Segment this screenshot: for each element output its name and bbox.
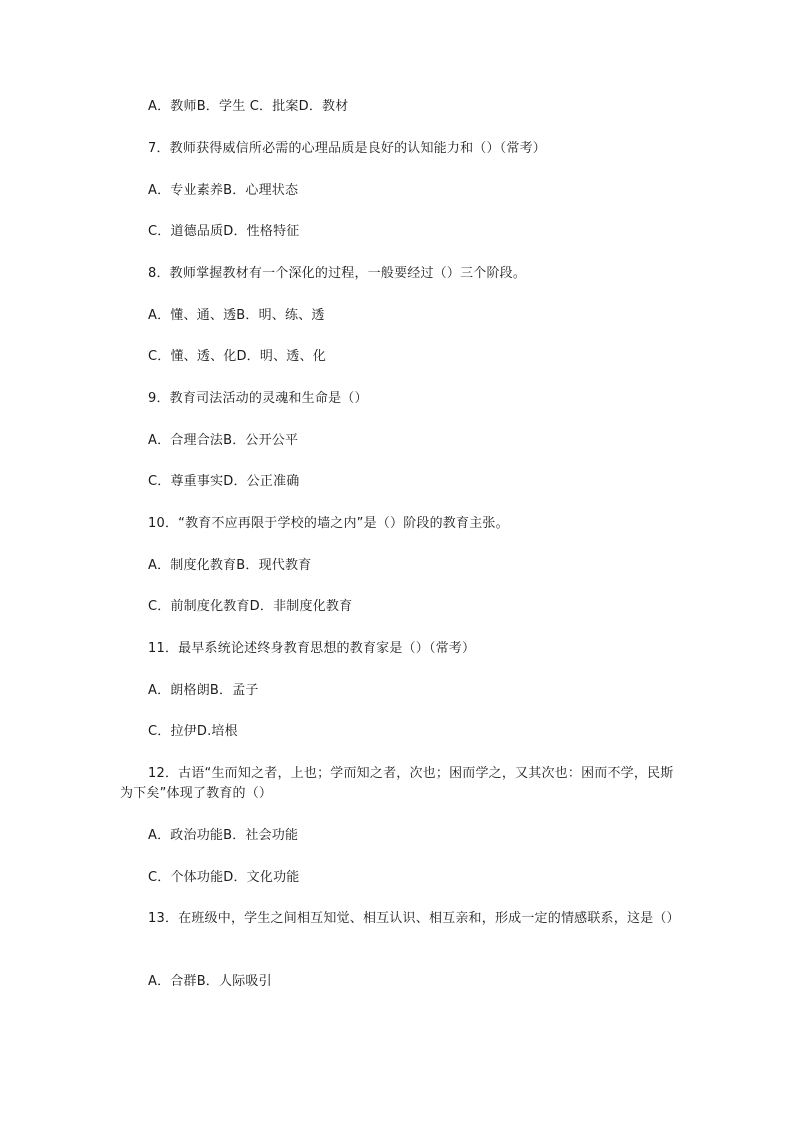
q7-question: 7．教师获得威信所必需的心理品质是良好的认知能力和（）（常考） [148, 141, 546, 156]
q10-question: 10．“教育不应再限于学校的墙之内”是（）阶段的教育主张。 [148, 516, 509, 531]
q8-options-ab: A．懂、通、透B．明、练、透 [148, 308, 325, 323]
q13-options-ab: A．合群B．人际吸引 [148, 974, 272, 989]
q12-question: 12．古语“生而知之者，上也；学而知之者，次也；困而学之，又其次也：困而不学，民斯为下矣”体现了教育的（） [120, 766, 674, 801]
q10-options-ab: A．制度化教育B．现代教育 [148, 558, 312, 573]
q6-options: A．教师B．学生 C．批案D．教材 [148, 99, 349, 114]
q12-options-cd: C．个体功能D．文化功能 [148, 870, 300, 885]
q11-question: 11．最早系统论述终身教育思想的教育家是（）（常考） [148, 641, 476, 656]
q9-question: 9．教育司法活动的灵魂和生命是（） [148, 391, 368, 406]
q11-options-cd: C．拉伊D.培根 [148, 724, 238, 739]
q13-question: 13．在班级中，学生之间相互知觉、相互认识、相互亲和，形成一定的情感联系，这是（） [148, 911, 680, 926]
q9-options-ab: A．合理合法B．公开公平 [148, 433, 299, 448]
q8-question: 8．教师掌握教材有一个深化的过程，一般要经过（）三个阶段。 [148, 266, 527, 281]
q7-options-ab: A．专业素养B．心理状态 [148, 183, 299, 198]
q10-options-cd: C．前制度化教育D．非制度化教育 [148, 599, 353, 614]
q7-options-cd: C．道德品质D．性格特征 [148, 224, 300, 239]
q9-options-cd: C．尊重事实D．公正准确 [148, 474, 300, 489]
q11-options-ab: A．朗格朗B．孟子 [148, 683, 259, 698]
q8-options-cd: C．懂、透、化D．明、透、化 [148, 349, 326, 364]
q12-options-ab: A．政治功能B．社会功能 [148, 828, 299, 843]
